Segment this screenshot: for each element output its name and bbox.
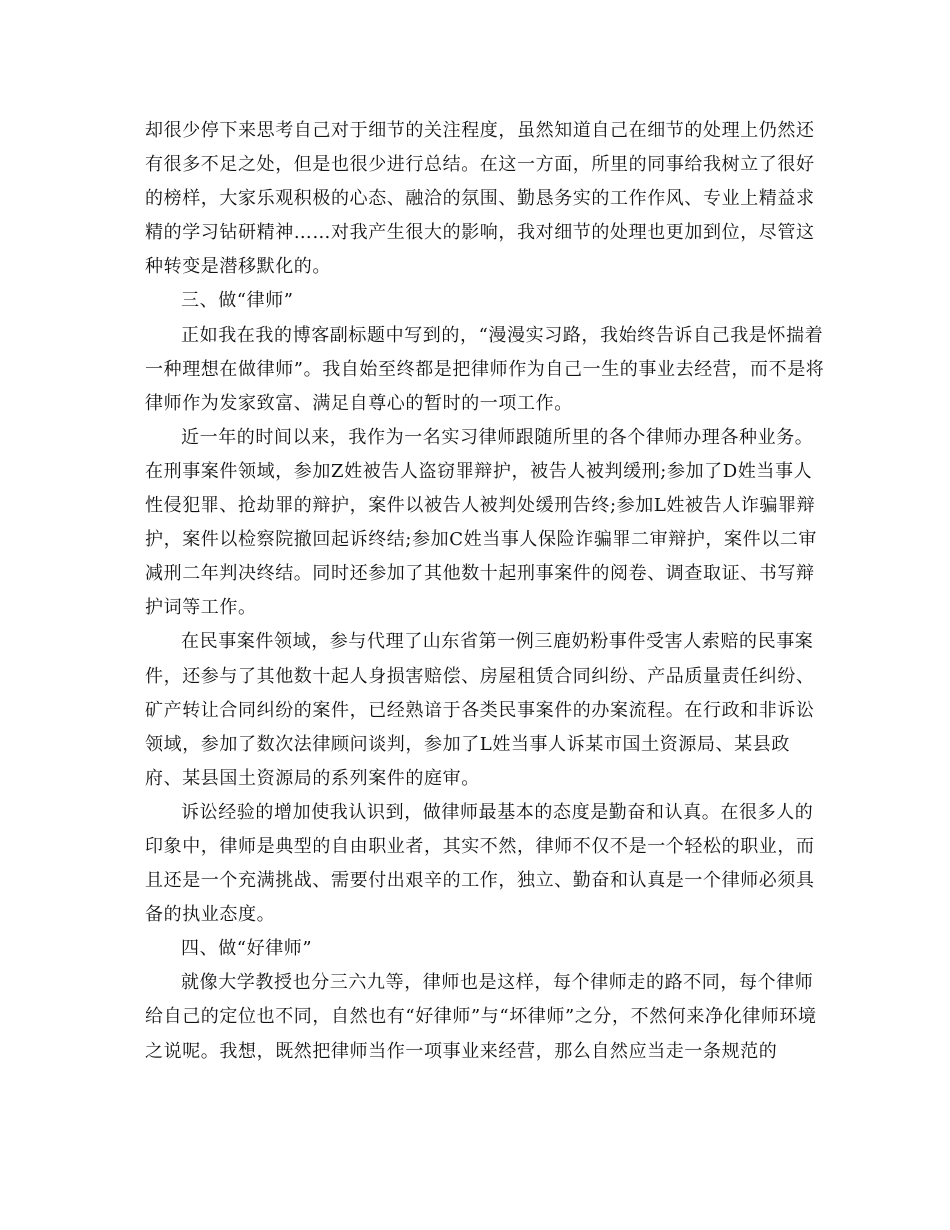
paragraph-civil-cases: 在民事案件领域，参与代理了山东省第一例三鹿奶粉事件受害人索赔的民事案件，还参与了其他数十起人身损害赔偿、房屋租赁合同纠纷、产品质量责任纠纷、矿产转让合同纠纷的案件，已经熟谙于各类民事案件的办案流程。在行政和非诉讼领域，参加了数次法律顾问谈判，参加了L姓当事人诉某市国土资源局、某县政府、某县国土资源局的系列案件的庭审。	[145, 631, 815, 789]
paragraph-attitude: 诉讼经验的增加使我认识到，做律师最基本的态度是勤奋和认真。在很多人的印象中，律师是典型的自由职业者，其实不然，律师不仅不是一个轻松的职业，而且还是一个充满挑战、需要付出艰辛的工作，独立、勤奋和认真是一个律师必须具备的执业态度。	[145, 801, 815, 926]
paragraph-good-lawyer: 就像大学教授也分三六九等，律师也是这样，每个律师走的路不同，每个律师给自己的定位也不同，自然也有“好律师”与“坏律师”之分，不然何来净化律师环境之说呢。我想，既然把律师当作一项事业来经营，那么自然应当走一条规范的	[145, 972, 817, 1062]
section-heading-good-lawyer: 四、做“好律师”	[181, 938, 313, 960]
paragraph-ideal: 正如我在我的博客副标题中写到的，“漫漫实习路，我始终告诉自己我是怀揣着一种理想在做律师”。我自始至终都是把律师作为自己一生的事业去经营，而不是将律师作为发家致富、满足自尊心的暂时的一项工作。	[145, 324, 825, 414]
paragraph-criminal-cases: 近一年的时间以来，我作为一名实习律师跟随所里的各个律师办理各种业务。在刑事案件领域，参加Z姓被告人盗窃罪辩护，被告人被判缓刑;参加了D姓当事人性侵犯罪、抢劫罪的辩护，案件以被告人被判处缓刑告终;参加L姓被告人诈骗罪辩护，案件以检察院撤回起诉终结;参加C姓当事人保险诈骗罪二审辩护，案件以二审减刑二年判决终结。同时还参加了其他数十起刑事案件的阅卷、调查取证、书写辩护词等工作。	[145, 426, 818, 619]
paragraph-continuation: 却很少停下来思考自己对于细节的关注程度，虽然知道自己在细节的处理上仍然还有很多不足之处，但是也很少进行总结。在这一方面，所里的同事给我树立了很好的榜样，大家乐观积极的心态、融洽的氛围、勤恳务实的工作作风、专业上精益求精的学习钻研精神……对我产生很大的影响，我对细节的处理也更加到位，尽管这种转变是潜移默化的。	[145, 120, 815, 278]
document-body	[145, 114, 825, 1069]
section-heading-be-lawyer: 三、做“律师”	[181, 290, 294, 312]
